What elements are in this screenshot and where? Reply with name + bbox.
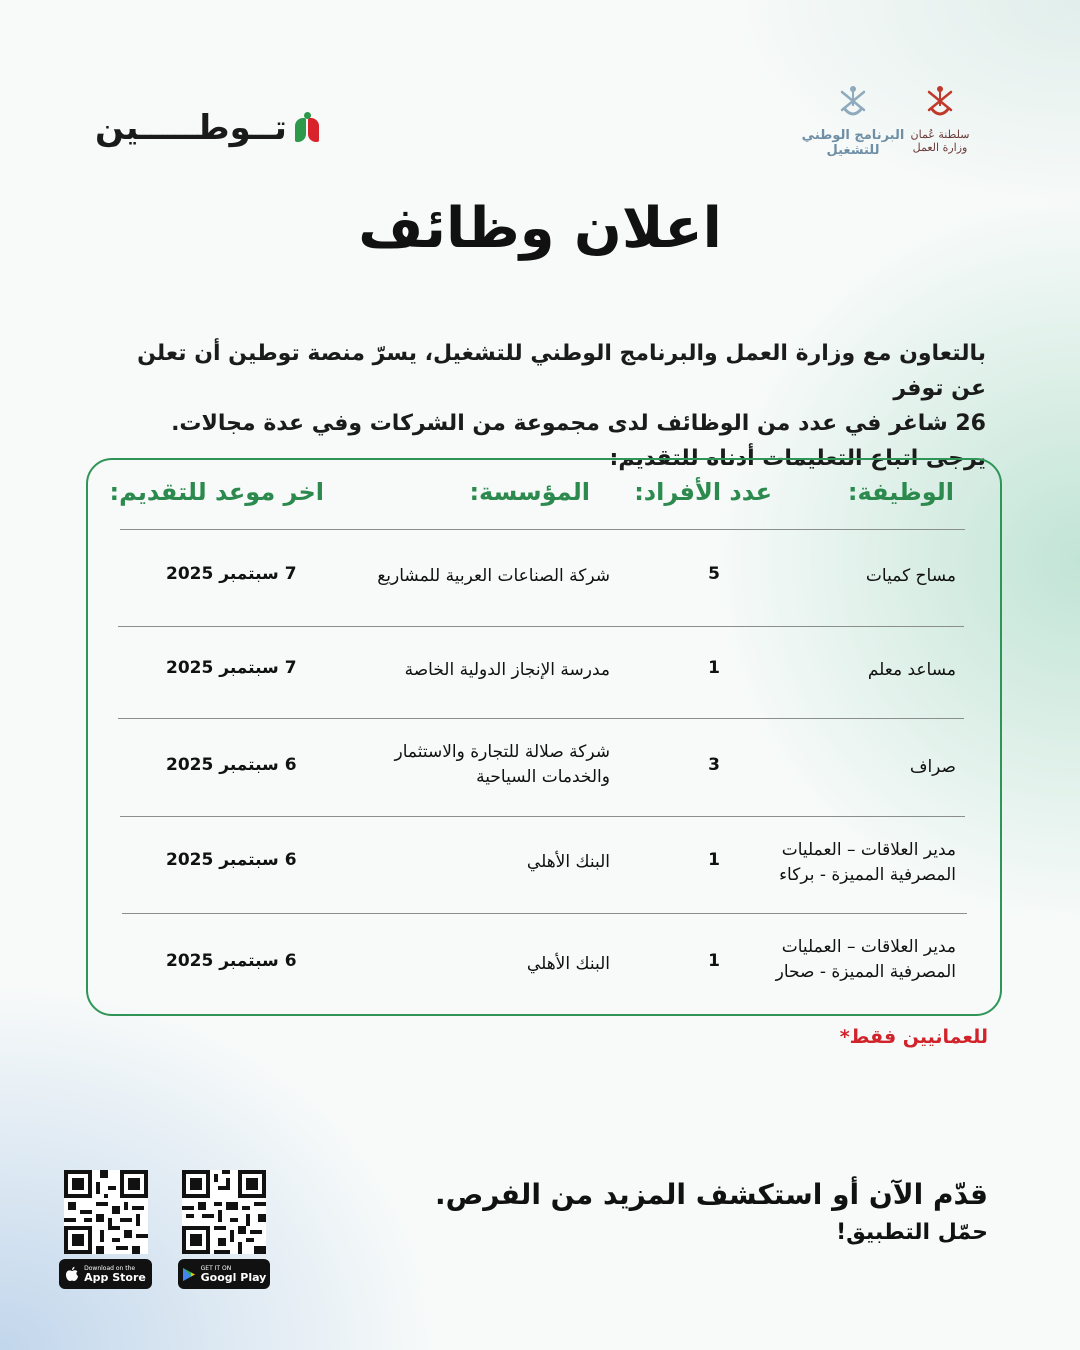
brand-name: تــوطـــــين <box>95 108 287 148</box>
google-play-badge[interactable] <box>178 1259 270 1289</box>
app-store-qr-code[interactable] <box>64 1170 148 1254</box>
apple-icon <box>65 1266 79 1282</box>
national-employment-program-logo <box>798 84 908 158</box>
job-title-line: مدير العلاقات – العمليات <box>781 937 956 957</box>
intro-line: 26 شاغر في عدد من الوظائف لدى مجموعة من الشركات وفي عدة مجالات. <box>171 411 986 436</box>
company-name: البنك الأهلي <box>526 954 610 974</box>
header-company: المؤسسة: <box>469 478 590 506</box>
table-row-company <box>405 658 610 683</box>
job-title: صراف <box>909 757 956 777</box>
omanis-only-note: للعمانيين فقط* <box>839 1026 988 1048</box>
table-row-company <box>395 740 610 790</box>
table-row-count: 1 <box>708 658 720 678</box>
job-title-line: مدير العلاقات – العمليات <box>781 840 956 860</box>
header-job: الوظيفة: <box>847 478 954 506</box>
table-row-count: 1 <box>708 850 720 870</box>
jobs-table <box>86 458 1002 1016</box>
table-row-deadline: 7 سبتمبر 2025 <box>166 564 297 584</box>
job-title-line: المصرفية المميزة - بركاء <box>779 865 956 885</box>
intro-text <box>126 336 986 476</box>
google-play-icon <box>182 1267 196 1282</box>
table-row-job <box>866 564 956 589</box>
table-divider <box>118 718 964 719</box>
table-row-job <box>910 755 956 780</box>
table-row-deadline: 6 سبتمبر 2025 <box>166 951 297 971</box>
google-play-badge-label: Googl Play <box>200 1270 267 1284</box>
header-count: عدد الأفراد: <box>634 478 772 506</box>
company-name: مدرسة الإنجاز الدولية الخاصة <box>404 660 610 680</box>
table-row-count: 3 <box>708 755 720 775</box>
google-play-badge-small-text: GET IT ON <box>200 1264 232 1272</box>
app-store-badge-label: App Store <box>84 1270 146 1284</box>
cta-heading: قدّم الآن أو استكشف المزيد من الفرص. <box>434 1178 988 1211</box>
table-row-count: 5 <box>708 564 720 584</box>
ministry-name-line-1: سلطنة عُمان <box>910 128 970 141</box>
program-name-line-1: البرنامج الوطني <box>801 128 905 143</box>
cta-download-text: حمّل التطبيق! <box>836 1220 988 1245</box>
table-row-count: 1 <box>708 951 720 971</box>
table-row-job <box>779 838 956 888</box>
tawteen-logo <box>95 108 321 148</box>
job-title: مساعد معلم <box>867 660 956 680</box>
ministry-of-labour-logo <box>900 84 980 154</box>
table-row-company <box>527 850 610 875</box>
table-divider <box>122 913 967 914</box>
table-divider <box>120 816 965 817</box>
header-deadline: اخر موعد للتقديم: <box>109 478 324 506</box>
company-name: البنك الأهلي <box>526 852 610 872</box>
table-row-deadline: 7 سبتمبر 2025 <box>166 658 297 678</box>
job-title-line: المصرفية المميزة - صحار <box>775 962 956 982</box>
table-row-company <box>527 952 610 977</box>
table-divider <box>120 529 965 530</box>
tawteen-mark-icon <box>295 112 321 144</box>
table-row-job <box>868 658 956 683</box>
ministry-name-line-2: وزارة العمل <box>912 141 968 154</box>
table-row-company <box>377 564 610 589</box>
intro-line: بالتعاون مع وزارة العمل والبرنامج الوطني للتشغيل، يسرّ منصة توطين أن تعلن عن توفر <box>137 341 986 401</box>
google-play-qr-code[interactable] <box>182 1170 266 1254</box>
oman-emblem-icon <box>923 84 957 124</box>
company-name-line: والخدمات السياحية <box>476 767 610 787</box>
company-name: شركة الصناعات العربية للمشاريع <box>377 566 610 586</box>
intro-line: يرجى اتباع التعليمات أدناه للتقديم: <box>609 446 986 471</box>
table-row-deadline: 6 سبتمبر 2025 <box>166 755 297 775</box>
table-row-job <box>776 935 956 985</box>
table-divider <box>118 626 964 627</box>
program-emblem-icon <box>836 84 870 124</box>
page-title: اعلان وظائف <box>358 196 722 261</box>
job-title: مساح كميات <box>865 566 956 586</box>
company-name-line: شركة صلالة للتجارة والاستثمار <box>394 742 610 762</box>
table-row-deadline: 6 سبتمبر 2025 <box>166 850 297 870</box>
app-store-badge-small-text: Download on the <box>84 1264 136 1272</box>
program-name-line-2: للتشغيل <box>826 143 880 158</box>
app-store-badge[interactable] <box>59 1259 152 1289</box>
